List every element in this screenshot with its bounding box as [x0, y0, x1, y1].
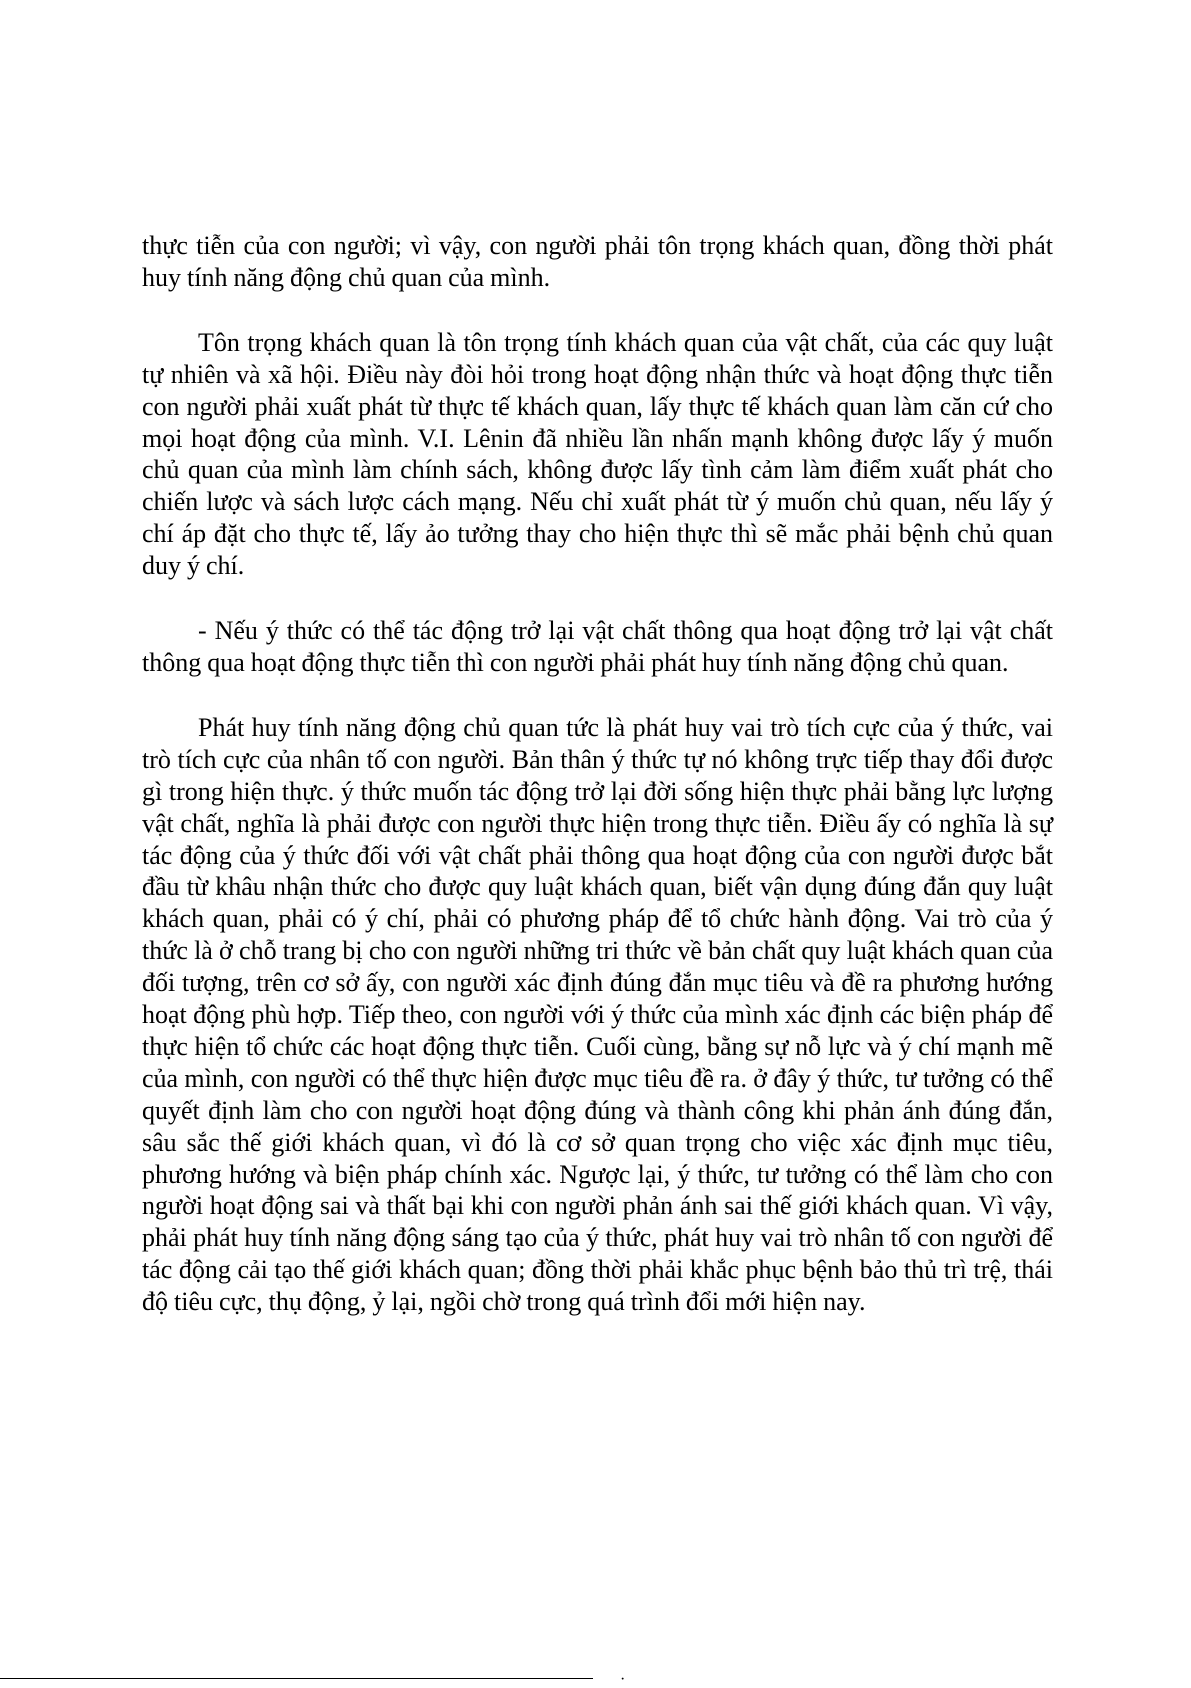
paragraph-promote-subjective-dynamism: Phát huy tính năng động chủ quan tức là phát huy vai trò tích cực của ý thức, vai trò tích cực của nhân tố con người. Bản thân ý thức tự nó không trực tiếp thay đổi được gì trong hiện thực. ý thức muốn tác động trở lại đời sống hiện thực phải bằng lực lượng vật chất, nghĩa là phải được con người thực hiện trong thực tiễn. Điều ấy có nghĩa là sự tác động của ý thức đối với vật chất phải thông qua hoạt động của con người được bắt đầu từ khâu nhận thức cho được quy luật khách quan, biết vận dụng đúng đắn quy luật khách quan, phải có ý chí, phải có phương pháp để tổ chức hành động. Vai trò của ý thức là ở chỗ trang bị cho con người những tri thức về bản chất quy luật khách quan của đối tượng, trên cơ sở ấy, con người xác định đúng đắn mục tiêu và đề ra phương hướng hoạt động phù hợp. Tiếp theo, con người với ý thức của mình xác định các biện pháp để thực hiện tổ chức các hoạt động thực tiễn. Cuối cùng, bằng sự nỗ lực và ý chí mạnh mẽ của mình, con người có thể thực hiện được mục tiêu đề ra. ở đây ý thức, tư tưởng có thể quyết định làm cho con người hoạt động đúng và thành công khi phản ánh đúng đắn, sâu sắc thế giới khách quan, vì đó là cơ sở quan trọng cho việc xác định mục tiêu, phương hướng và biện pháp chính xác. Ngược lại, ý thức, tư tưởng có thể làm cho con người hoạt động sai và thất bại khi con người phản ánh sai thế giới khách quan. Vì vậy, phải phát huy tính năng động sáng tạo của ý thức, phát huy vai trò nhân tố con người để tác động cải tạo thế giới khách quan; đồng thời phải khắc phục bệnh bảo thủ trì trệ, thái độ tiêu cực, thụ động, ỷ lại, ngồi chờ trong quá trình đổi mới hiện nay. [142, 712, 1053, 1317]
footer-rule [0, 1678, 593, 1679]
footer-mark: · [620, 1671, 626, 1688]
paragraph-continuation: thực tiễn của con người; vì vậy, con người phải tôn trọng khách quan, đồng thời phát huy tính năng động chủ quan của mình. [142, 231, 1053, 292]
paragraph-consciousness-impact: - Nếu ý thức có thể tác động trở lại vật chất thông qua hoạt động trở lại vật chất thông qua hoạt động thực tiễn thì con người phải phát huy tính năng động chủ quan. [142, 616, 1053, 677]
document-body [142, 230, 1053, 1351]
paragraph-respect-objectivity: Tôn trọng khách quan là tôn trọng tính khách quan của vật chất, của các quy luật tự nhiên và xã hội. Điều này đòi hỏi trong hoạt động nhận thức và hoạt động thực tiễn con người phải xuất phát từ thực tế khách quan, lấy thực tế khách quan làm căn cứ cho mọi hoạt động của mình. V.I. Lênin đã nhiều lần nhấn mạnh không được lấy ý muốn chủ quan của mình làm chính sách, không được lấy tình cảm làm điểm xuất phát cho chiến lược và sách lược cách mạng. Nếu chỉ xuất phát từ ý muốn chủ quan, nếu lấy ý chí áp đặt cho thực tế, lấy ảo tưởng thay cho hiện thực thì sẽ mắc phải bệnh chủ quan duy ý chí. [142, 327, 1053, 581]
